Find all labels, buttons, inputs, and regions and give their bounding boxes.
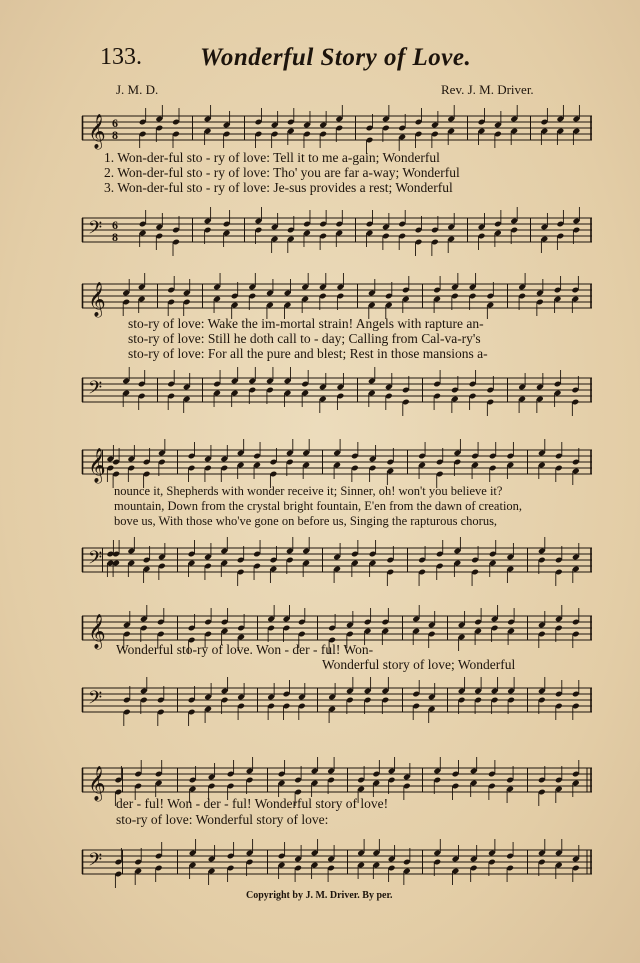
lyric-line: mountain, Down from the crystal bright fountain, E'en from the dawn of creation,	[114, 499, 523, 513]
lyric-line: sto-ry of love: Wake the im-mortal strain! Angels with rapture an-	[128, 316, 484, 331]
author-credit: Rev. J. M. Driver.	[441, 82, 534, 97]
lyric-line: 3. Won-der-ful sto - ry of love: Je-sus provides a rest; Wonderful	[104, 180, 453, 195]
treble-clef-icon: 𝄞	[88, 282, 106, 317]
lyric-line: Wonderful sto-ry of love. Won - der - ful! Won-	[116, 642, 374, 657]
treble-staff-2	[82, 276, 592, 316]
lyric-line: bove us, With those who've gone on before us, Singing the rapturous chorus,	[114, 514, 498, 528]
treble-clef-icon: 𝄞	[88, 114, 106, 149]
treble-staff-5	[82, 760, 592, 800]
lyric-line: sto-ry of love: Still he doth call to - day; Calling from Cal-va-ry's	[128, 331, 481, 346]
svg-text:6: 6	[112, 116, 118, 130]
bass-staff-3	[82, 540, 592, 580]
bass-staff-5	[82, 842, 592, 882]
bass-clef-icon: 𝄢	[88, 548, 103, 573]
bass-clef-icon: 𝄢	[88, 218, 103, 243]
bass-clef-icon: 𝄢	[88, 688, 103, 713]
bass-staff-2	[82, 370, 592, 410]
svg-text:8: 8	[112, 230, 118, 244]
copyright-notice: Copyright by J. M. Driver. By per.	[246, 890, 393, 901]
composer-credit: J. M. D.	[116, 82, 159, 97]
treble-clef-icon: 𝄞	[88, 614, 106, 649]
lyric-line: sto-ry of love: Wonderful story of love:	[116, 812, 329, 827]
lyric-line: 1. Won-der-ful sto - ry of love: Tell it to me a-gain; Wonderful	[104, 150, 440, 165]
treble-staff-1	[82, 108, 592, 148]
lyric-line: sto-ry of love: For all the pure and blest; Rest in those mansions a-	[128, 346, 488, 361]
treble-clef-icon: 𝄞	[88, 448, 106, 483]
lyric-line: Wonderful story of love; Wonderful	[322, 657, 516, 672]
treble-staff-3	[82, 442, 592, 482]
lyric-line: der - ful! Won - der - ful! Wonderful story of love!	[116, 796, 389, 811]
treble-clef-icon: 𝄞	[88, 766, 106, 801]
bass-staff-1	[82, 210, 592, 250]
bass-staff-4	[82, 680, 592, 720]
lyric-line: nounce it, Shepherds with wonder receive it; Sinner, oh! won't you believe it?	[114, 484, 503, 498]
lyric-line: 2. Won-der-ful sto - ry of love: Tho' you are far a-way; Wonderful	[104, 165, 460, 180]
svg-text:8: 8	[112, 128, 118, 142]
svg-text:6: 6	[112, 218, 118, 232]
bass-clef-icon: 𝄢	[88, 850, 103, 875]
hymn-title: Wonderful Story of Love.	[200, 44, 472, 71]
bass-clef-icon: 𝄢	[88, 378, 103, 403]
hymn-number: 133.	[100, 44, 142, 70]
